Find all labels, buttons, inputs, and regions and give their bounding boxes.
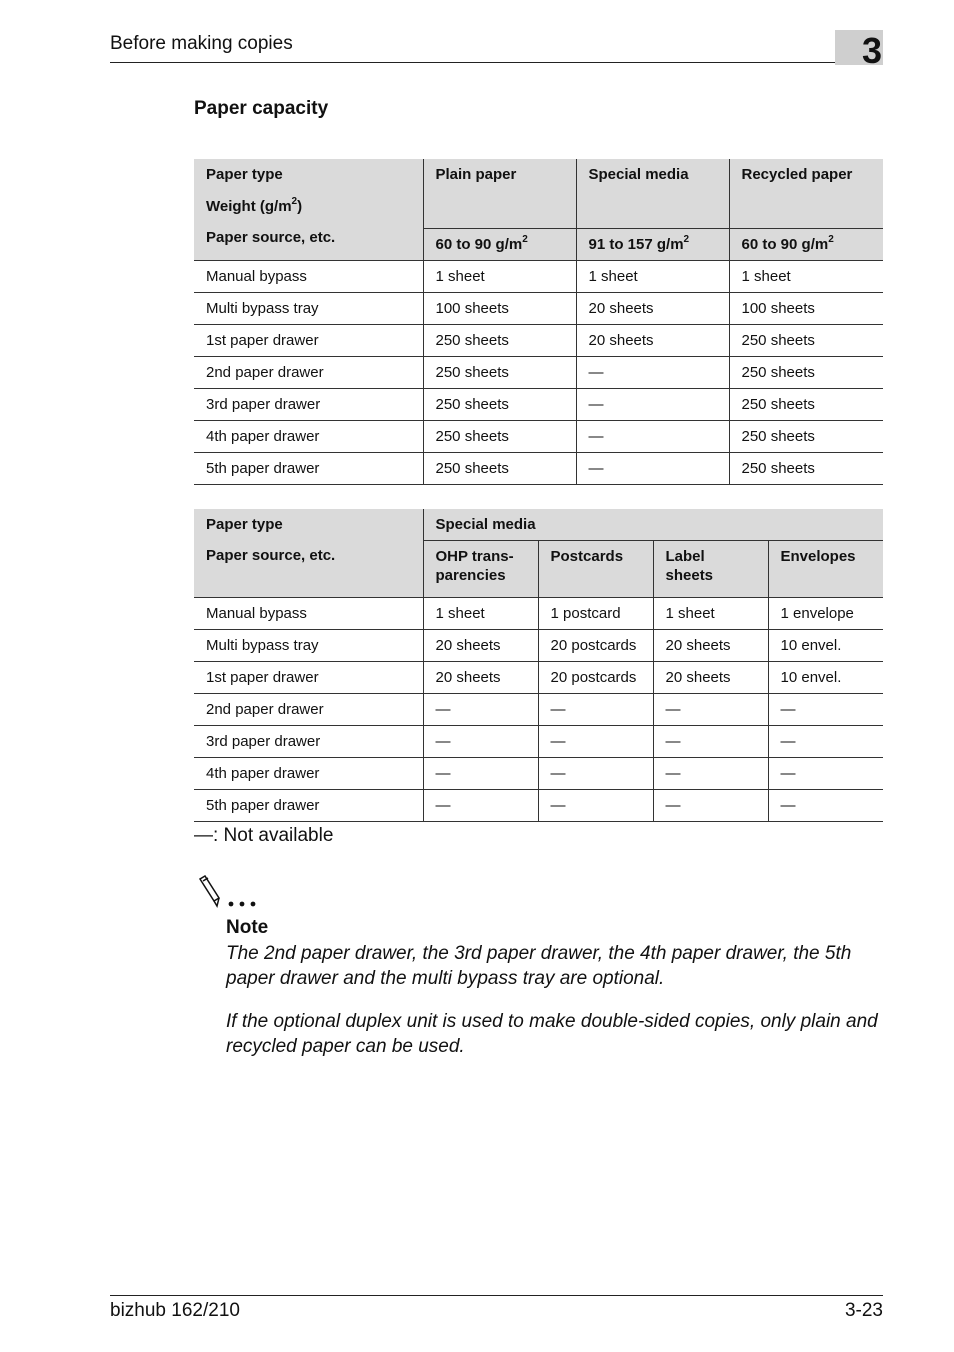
- header-paper-type: [194, 509, 423, 598]
- weight-special: 91 to 157 $g/m^2$: [576, 229, 729, 261]
- table-cell: 100 sheets: [729, 293, 883, 325]
- table-cell: 20 postcards: [538, 662, 653, 694]
- table-cell: —: [423, 726, 538, 758]
- table-cell: —: [768, 726, 883, 758]
- table-cell: —: [653, 790, 768, 822]
- row-label: Multi bypass tray: [194, 293, 423, 325]
- table-row: [194, 598, 883, 630]
- pencil-icon: [197, 875, 261, 909]
- header-divider: [110, 62, 883, 63]
- table-row: [194, 694, 883, 726]
- table-cell: 250 sheets: [423, 453, 576, 485]
- row-label: 5th paper drawer: [194, 790, 423, 822]
- table-cell: 10 envel.: [768, 630, 883, 662]
- table-cell: —: [538, 758, 653, 790]
- table-row: [194, 261, 883, 293]
- table-cell: 20 sheets: [423, 662, 538, 694]
- table-row: [194, 726, 883, 758]
- header-paper-source: Paper source, etc.: [206, 229, 336, 246]
- table-cell: 10 envel.: [768, 662, 883, 694]
- table-cell: —: [576, 453, 729, 485]
- weight-recycled: 60 to 90 $g/m^2$: [729, 229, 883, 261]
- header-paper-source: Paper source, etc.: [206, 547, 336, 564]
- section-title: Paper capacity: [194, 98, 329, 119]
- table-row: [194, 758, 883, 790]
- table-cell: —: [423, 790, 538, 822]
- row-label: 3rd paper drawer: [194, 726, 423, 758]
- row-label: 1st paper drawer: [194, 325, 423, 357]
- weight-plain: 60 to 90 $g/m^2$: [423, 229, 576, 261]
- table-cell: —: [653, 726, 768, 758]
- table-row: [194, 421, 883, 453]
- table-cell: 250 sheets: [423, 325, 576, 357]
- header-envelopes: Envelopes: [768, 541, 883, 598]
- table-cell: —: [768, 694, 883, 726]
- row-label: 2nd paper drawer: [194, 357, 423, 389]
- table-cell: 250 sheets: [729, 325, 883, 357]
- table-cell: 20 sheets: [576, 325, 729, 357]
- table-cell: 250 sheets: [423, 357, 576, 389]
- table-cell: 1 sheet: [576, 261, 729, 293]
- table-row: [194, 325, 883, 357]
- table-cell: —: [653, 694, 768, 726]
- table-cell: —: [653, 758, 768, 790]
- table-cell: 250 sheets: [423, 389, 576, 421]
- legend-not-available: —: Not available: [194, 825, 334, 846]
- table-cell: —: [423, 758, 538, 790]
- table-cell: —: [576, 421, 729, 453]
- note-label: Note: [226, 917, 269, 938]
- table-row: [194, 357, 883, 389]
- table-cell: 1 sheet: [423, 261, 576, 293]
- row-label: 4th paper drawer: [194, 421, 423, 453]
- table-header-row: [194, 509, 883, 541]
- header-plain-paper: Plain paper: [423, 159, 576, 229]
- header-special-media-group: Special media: [423, 509, 883, 541]
- table-cell: 20 sheets: [423, 630, 538, 662]
- table-cell: —: [768, 790, 883, 822]
- table-cell: 1 sheet: [423, 598, 538, 630]
- row-label: 1st paper drawer: [194, 662, 423, 694]
- table-cell: 250 sheets: [729, 421, 883, 453]
- table-row: [194, 790, 883, 822]
- table-cell: 20 sheets: [653, 630, 768, 662]
- table-header-row: [194, 159, 883, 229]
- table-cell: 250 sheets: [729, 357, 883, 389]
- header-special-media: Special media: [576, 159, 729, 229]
- table-cell: 100 sheets: [423, 293, 576, 325]
- table-cell: 1 postcard: [538, 598, 653, 630]
- row-label: 2nd paper drawer: [194, 694, 423, 726]
- row-label: Manual bypass: [194, 261, 423, 293]
- chapter-number: 3: [861, 30, 882, 71]
- table-cell: 20 sheets: [653, 662, 768, 694]
- table-row: [194, 453, 883, 485]
- header-label: Paper type: [206, 516, 283, 533]
- table-cell: 20 sheets: [576, 293, 729, 325]
- table-cell: —: [423, 694, 538, 726]
- row-label: 5th paper drawer: [194, 453, 423, 485]
- table-cell: 1 envelope: [768, 598, 883, 630]
- special-media-capacity-table: [194, 509, 883, 822]
- table-cell: 1 sheet: [653, 598, 768, 630]
- table-cell: —: [538, 726, 653, 758]
- header-postcards: Postcards: [538, 541, 653, 598]
- table-cell: —: [538, 790, 653, 822]
- header-paper-type: [194, 159, 423, 261]
- footer-model: bizhub 162/210: [110, 1300, 240, 1321]
- header-ohp: OHP trans- parencies: [423, 541, 538, 598]
- table-cell: 250 sheets: [423, 421, 576, 453]
- running-header: Before making copies: [110, 33, 293, 54]
- row-label: 3rd paper drawer: [194, 389, 423, 421]
- table-row: [194, 293, 883, 325]
- table-cell: —: [576, 357, 729, 389]
- table-cell: —: [576, 389, 729, 421]
- footer-divider: [110, 1295, 883, 1296]
- header-weight: Weight $(g/m^2)$: [206, 196, 303, 215]
- table-cell: 20 postcards: [538, 630, 653, 662]
- paper-capacity-table: [194, 159, 883, 485]
- note-paragraph: The 2nd paper drawer, the 3rd paper drawer, the 4th paper drawer, the 5th paper drawer and the multi bypass tray are optional.: [226, 943, 852, 989]
- table-cell: 250 sheets: [729, 389, 883, 421]
- header-label-sheets: Label sheets: [653, 541, 768, 598]
- table-row: [194, 389, 883, 421]
- table-cell: —: [538, 694, 653, 726]
- note-paragraph: If the optional duplex unit is used to make double-sided copies, only plain and recycled paper can be used.: [226, 1011, 878, 1057]
- page-number: 3-23: [844, 1300, 883, 1321]
- row-label: Multi bypass tray: [194, 630, 423, 662]
- table-row: [194, 662, 883, 694]
- header-label: Paper type: [206, 166, 283, 183]
- table-cell: 250 sheets: [729, 453, 883, 485]
- table-cell: 1 sheet: [729, 261, 883, 293]
- row-label: 4th paper drawer: [194, 758, 423, 790]
- header-recycled-paper: Recycled paper: [729, 159, 883, 229]
- table-cell: —: [768, 758, 883, 790]
- table-row: [194, 630, 883, 662]
- chapter-number-tab: [835, 30, 883, 71]
- row-label: Manual bypass: [194, 598, 423, 630]
